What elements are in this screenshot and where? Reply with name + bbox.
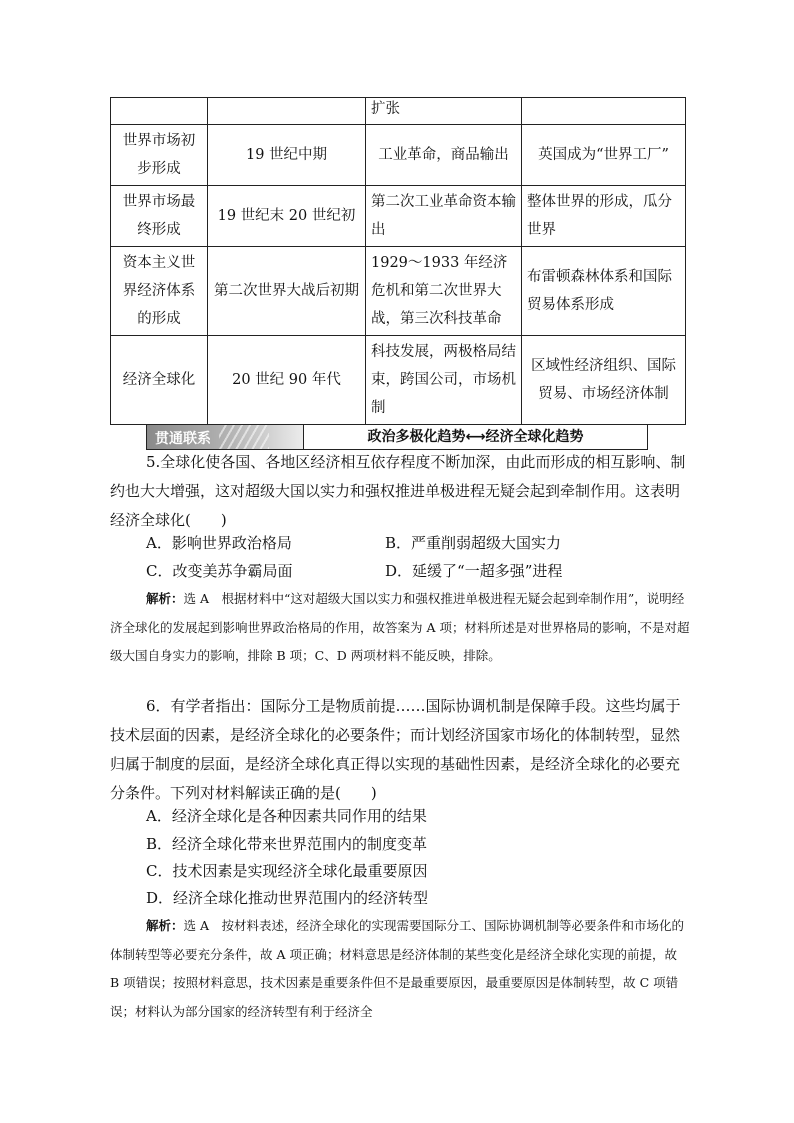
analysis-text: 选 A 按材料表述，经济全球化的实现需要国际分工、国际协调机制等必要条件和市场化的体制转型等必要充分条件，故 A 项正确；材料意思是经济体制的某些变化是经济全球化实现的前提，故 B 项错误；按照材料意思，技术因素是重要条件但不是最重要原因，最重要原因是体制转型，故 C 项错误；材料认为部分国家的经济转型有利于经济全 xyxy=(110,918,685,1019)
table-cell: 区域性经济组织、国际贸易、市场经济体制 xyxy=(522,336,686,425)
question-6-option-c: C．技术因素是实现经济全球化最重要原因 xyxy=(146,862,428,880)
connection-banner xyxy=(146,424,648,450)
question-5-option-b: B．严重削弱超级大国实力 xyxy=(385,534,562,552)
table-cell: 第二次世界大战后初期 xyxy=(208,247,366,336)
table-row xyxy=(111,186,686,247)
question-6-option-a: A．经济全球化是各种因素共同作用的结果 xyxy=(146,807,427,825)
table-row xyxy=(111,336,686,425)
table-cell xyxy=(111,98,208,125)
question-5-option-c: C．改变美苏争霸局面 xyxy=(146,562,293,580)
table-row xyxy=(111,98,686,125)
question-5-analysis xyxy=(110,585,690,671)
question-6-text: 6．有学者指出：国际分工是物质前提……国际协调机制是保障手段。这些均属于技术层面的因素，是经济全球化的必要条件；而计划经济国家市场化的体制转型，显然归属于制度的层面，是经济全球化真正得以实现的基础性因素，是经济全球化的必要充分条件。下列对材料解读正确的是( ) xyxy=(110,697,681,802)
question-5-stem xyxy=(110,448,690,535)
question-6-stem xyxy=(110,692,690,808)
table-cell: 20 世纪 90 年代 xyxy=(208,336,366,425)
history-table xyxy=(110,97,686,425)
connection-tag xyxy=(147,425,304,449)
table-cell: 整体世界的形成，瓜分世界 xyxy=(522,186,686,247)
connection-title: 政治多极化趋势⟷经济全球化趋势 xyxy=(367,429,584,445)
question-6-option-b: B．经济全球化带来世界范围内的制度变革 xyxy=(146,835,428,853)
table-row xyxy=(111,125,686,186)
table-cell: 科技发展，两极格局结束，跨国公司，市场机制 xyxy=(366,336,522,425)
table-cell xyxy=(522,98,686,125)
table-cell: 第二次工业革命资本输出 xyxy=(366,186,522,247)
connection-tag-label: 贯通联系 xyxy=(155,431,211,447)
table-cell: 工业革命，商品输出 xyxy=(366,125,522,186)
table-cell: 经济全球化 xyxy=(111,336,208,425)
decorative-stripes xyxy=(219,425,269,449)
question-5-option-d: D．延缓了“一超多强”进程 xyxy=(385,562,563,580)
analysis-text: 选 A 根据材料中“这对超级大国以实力和强权推进单极进程无疑会起到牵制作用”，说明经济全球化的发展起到影响世界政治格局的作用，故答案为 A 项；材料所述是对世界格局的影响，不是对超级大国自身实力的影响，排除 B 项；C、D 两项材料不能反映，排除。 xyxy=(110,591,690,663)
table-cell: 世界市场初步形成 xyxy=(111,125,208,186)
table-cell: 19 世纪中期 xyxy=(208,125,366,186)
question-6-option-d: D．经济全球化推动世界范围内的经济转型 xyxy=(146,889,429,907)
table-cell: 资本主义世界经济体系的形成 xyxy=(111,247,208,336)
table-cell: 1929～1933 年经济危机和第二次世界大战，第三次科技革命 xyxy=(366,247,522,336)
analysis-label: 解析： xyxy=(146,918,184,933)
analysis-label: 解析： xyxy=(146,591,184,606)
table-row xyxy=(111,247,686,336)
table-cell: 世界市场最终形成 xyxy=(111,186,208,247)
table-cell: 英国成为“世界工厂” xyxy=(522,125,686,186)
question-5-option-a: A．影响世界政治格局 xyxy=(146,534,292,552)
table-cell: 19 世纪末 20 世纪初 xyxy=(208,186,366,247)
table-cell: 布雷顿森林体系和国际贸易体系形成 xyxy=(522,247,686,336)
table-cell: 扩张 xyxy=(366,98,522,125)
table-cell xyxy=(208,98,366,125)
question-6-analysis xyxy=(110,912,690,1026)
question-5-text: 5.全球化使各国、各地区经济相互依存程度不断加深，由此而形成的相互影响、制约也大大增强，这对超级大国以实力和强权推进单极进程无疑会起到牵制作用。这表明经济全球化( ) xyxy=(110,453,686,529)
